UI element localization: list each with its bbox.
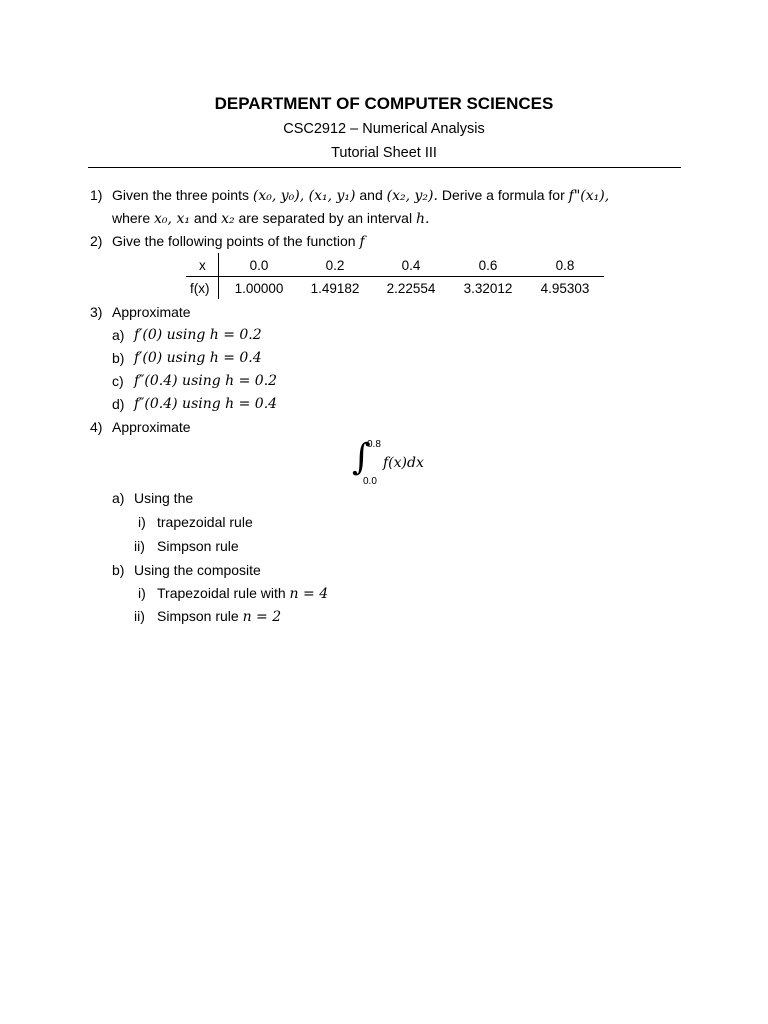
integral-sign: ∫ — [352, 437, 371, 478]
q1-points: (x₀, y₀), (x₁, y₁) — [252, 188, 356, 204]
q3-number: 3) — [90, 304, 103, 320]
q3-item-letter: d) — [112, 396, 125, 412]
integral-upper-limit: 0.8 — [367, 439, 381, 450]
table-horizontal-rule — [186, 276, 604, 277]
q1-text-a: Given the three points — [112, 187, 249, 203]
table-x-cell: 0.6 — [478, 258, 498, 273]
q4b-text: Using the composite — [134, 562, 261, 578]
integral-lower-limit: 0.0 — [363, 476, 377, 487]
q3-item-letter: a) — [112, 327, 125, 343]
sheet-title: Tutorial Sheet III — [331, 145, 437, 161]
q4a-letter: a) — [112, 490, 125, 506]
table-x-cell: 0.0 — [249, 258, 269, 273]
q2-text: Give the following points of the function — [112, 233, 356, 249]
table-row-label-x: x — [199, 258, 206, 273]
course-title: CSC2912 – Numerical Analysis — [283, 121, 485, 137]
q4b-item-text: Simpson rule — [157, 608, 239, 624]
table-fx-cell: 4.95303 — [540, 281, 590, 296]
q3-item-letter: c) — [112, 373, 124, 389]
q4a-roman: i) — [138, 514, 146, 530]
q3-item-letter: b) — [112, 350, 125, 366]
q4b-roman: ii) — [134, 608, 145, 624]
q2-line — [112, 234, 365, 249]
q3-item-expr: f″(0.4) using h = 0.4 — [134, 396, 278, 412]
q1-line1 — [112, 188, 609, 203]
table-fx-cell: 2.22554 — [386, 281, 436, 296]
header-rule — [88, 167, 681, 168]
q3-item-expr: f′(0) using h = 0.2 — [134, 327, 262, 343]
q1-and: and — [359, 187, 383, 203]
q3-label: Approximate — [112, 304, 191, 320]
q1-x2: x₂ — [221, 211, 235, 227]
q4b-roman: i) — [138, 585, 146, 601]
q3-item-expr: f″(0.4) using h = 0.2 — [134, 373, 278, 389]
table-x-cell: 0.8 — [555, 258, 575, 273]
q4a-roman: ii) — [134, 538, 145, 554]
q1-and2: and — [193, 210, 218, 226]
table-x-cell: 0.4 — [401, 258, 421, 273]
table-fx-cell: 1.49182 — [310, 281, 360, 296]
q4a-item-text: Simpson rule — [157, 538, 239, 554]
q4b-item — [157, 586, 328, 601]
q4a-text: Using the — [134, 490, 194, 506]
q1-h: h. — [415, 211, 430, 227]
q4-number: 4) — [90, 419, 103, 435]
q1-text-b: Derive a formula for — [441, 187, 565, 203]
q4b-item — [157, 609, 281, 624]
q4b-item-math: n = 2 — [242, 609, 282, 625]
q1-fpp: f"(x₁), — [568, 188, 610, 204]
integrand: f(x)dx — [383, 455, 424, 471]
q4b-item-math: n = 4 — [289, 586, 329, 602]
q3-item-expr: f′(0) using h = 0.4 — [134, 350, 262, 366]
q4b-item-text: Trapezoidal rule with — [157, 585, 286, 601]
q4-label: Approximate — [112, 419, 191, 435]
q1-number: 1) — [90, 187, 103, 203]
q2-number: 2) — [90, 233, 103, 249]
q1-line2 — [112, 211, 429, 226]
q4a-item-text: trapezoidal rule — [157, 514, 253, 530]
department-title: DEPARTMENT OF COMPUTER SCIENCES — [214, 94, 554, 113]
q1-where: where — [112, 210, 151, 226]
q2-f: f — [359, 234, 365, 250]
q1-text-c: are separated by an interval — [238, 210, 413, 226]
q1-x01: x₀, x₁ — [154, 211, 190, 227]
table-x-cell: 0.2 — [325, 258, 345, 273]
q4b-letter: b) — [112, 562, 125, 578]
table-row-label-fx: f(x) — [190, 281, 210, 296]
table-fx-cell: 3.32012 — [463, 281, 513, 296]
q1-point3: (x₂, y₂). — [386, 188, 438, 204]
table-fx-cell: 1.00000 — [234, 281, 284, 296]
